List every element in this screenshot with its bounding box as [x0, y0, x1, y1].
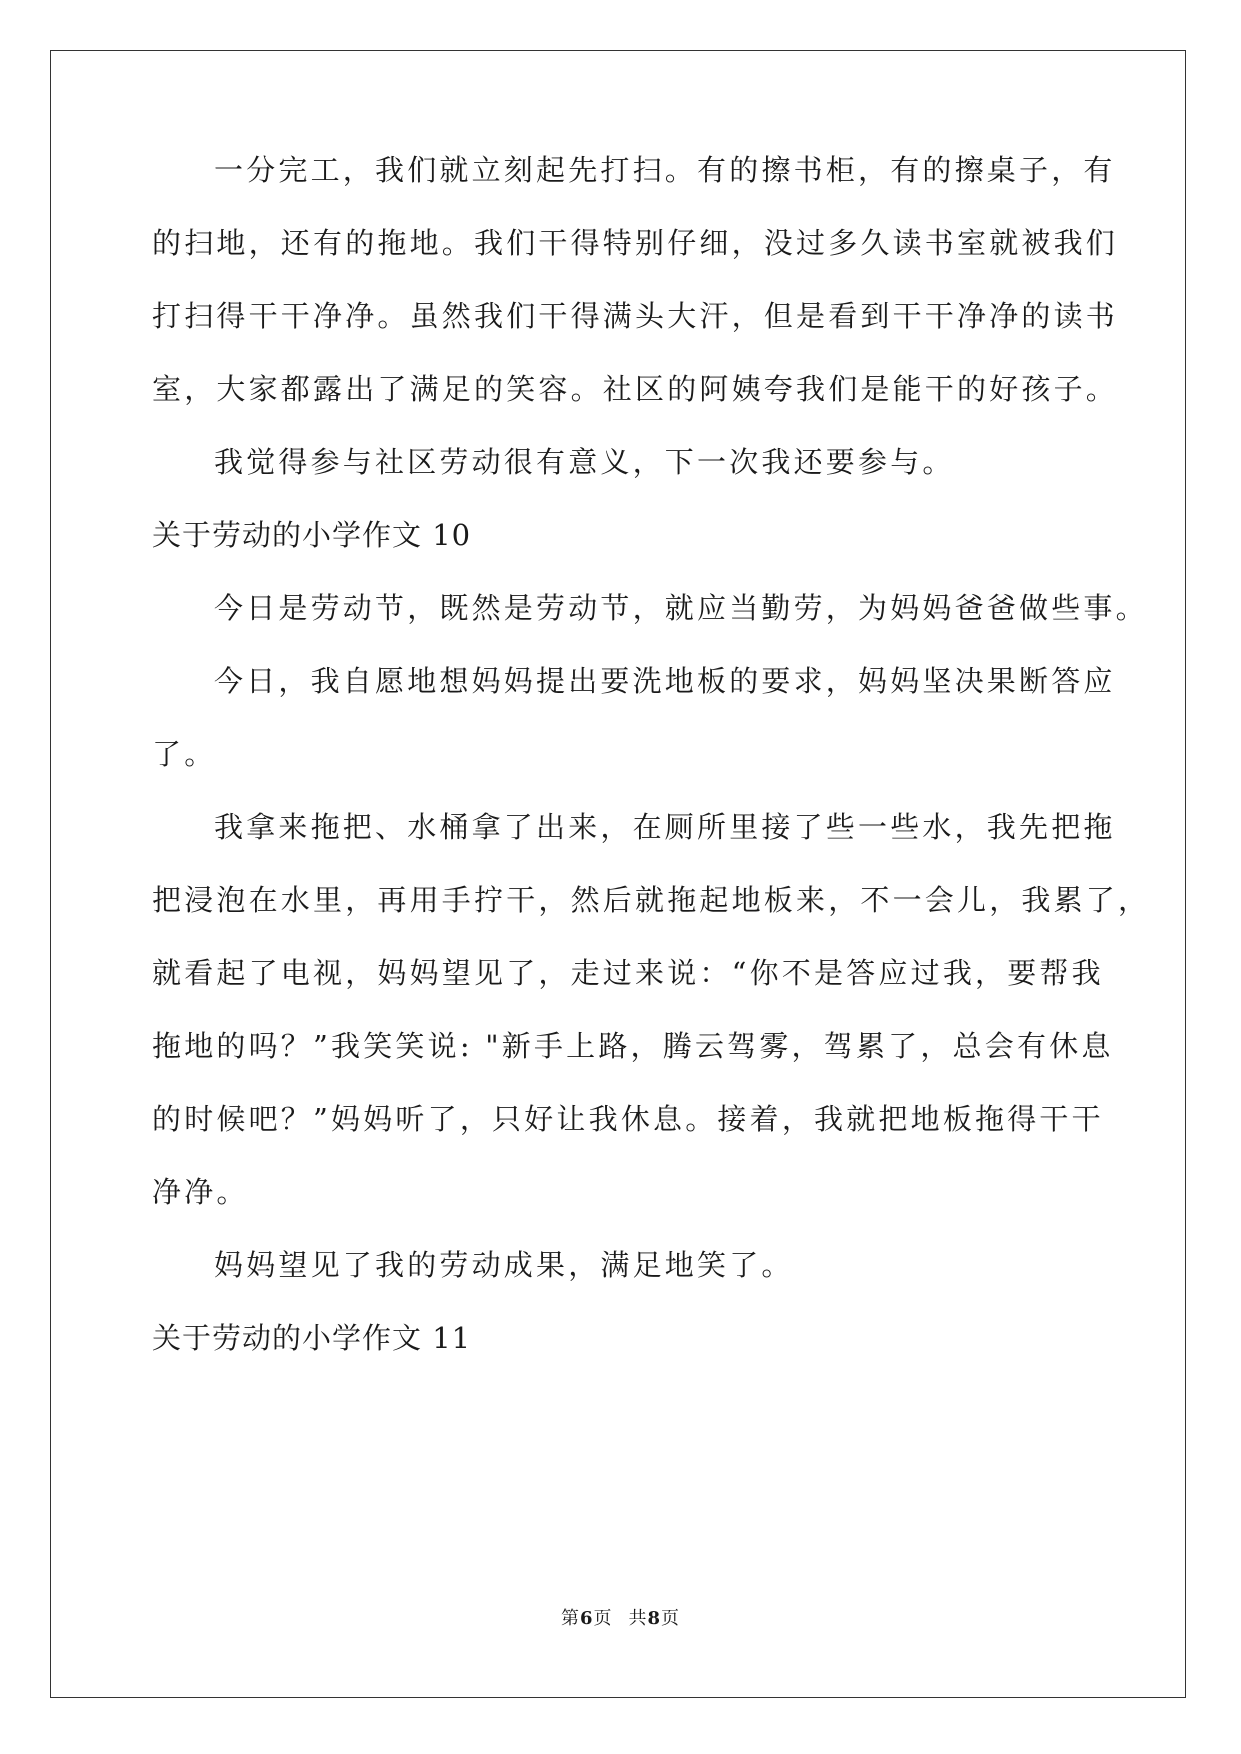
paragraph-line: 的扫地，还有的拖地。我们干得特别仔细，没过多久读书室就被我们 [152, 226, 1119, 260]
paragraph-line: 把浸泡在水里，再用手拧干，然后就拖起地板来，不一会儿，我累了， [152, 883, 1151, 917]
paragraph-line: 一分完工，我们就立刻起先打扫。有的擦书柜，有的擦桌子，有 [214, 153, 1116, 187]
paragraph-line: 打扫得干干净净。虽然我们干得满头大汗，但是看到干干净净的读书 [152, 299, 1119, 333]
paragraph-line: 今日，我自愿地想妈妈提出要洗地板的要求，妈妈坚决果断答应 [214, 664, 1116, 698]
paragraph-line: 了。 [152, 737, 217, 771]
paragraph-line: 室，大家都露出了满足的笑容。社区的阿姨夸我们是能干的好孩子。 [152, 372, 1119, 406]
page-unit: 页 [593, 1608, 613, 1629]
paragraph-line: 我拿来拖把、水桶拿了出来，在厕所里接了些一些水，我先把拖 [214, 810, 1116, 844]
total-prefix: 共 [628, 1608, 648, 1629]
paragraph-line: 今日是劳动节，既然是劳动节，就应当勤劳，为妈妈爸爸做些事。 [214, 591, 1148, 625]
paragraph-line: 的时候吧？”妈妈听了，只好让我休息。接着，我就把地板拖得干干 [152, 1102, 1104, 1136]
paragraph-line: 拖地的吗？”我笑笑说: "新手上路，腾云驾雾，驾累了，总会有休息 [152, 1029, 1114, 1063]
page-footer [0, 1607, 1241, 1631]
page-total: 8 [647, 1608, 662, 1629]
page-prefix: 第 [560, 1608, 580, 1629]
section-heading: 关于劳动的小学作文 10 [152, 518, 472, 552]
paragraph-line: 净净。 [152, 1175, 249, 1209]
section-heading: 关于劳动的小学作文 11 [152, 1321, 472, 1355]
paragraph-line: 我觉得参与社区劳动很有意义，下一次我还要参与。 [214, 445, 955, 479]
paragraph-line: 就看起了电视，妈妈望见了，走过来说：“你不是答应过我，要帮我 [152, 956, 1104, 990]
total-unit: 页 [661, 1608, 681, 1629]
paragraph-line: 妈妈望见了我的劳动成果，满足地笑了。 [214, 1248, 794, 1282]
page-current: 6 [579, 1608, 594, 1629]
